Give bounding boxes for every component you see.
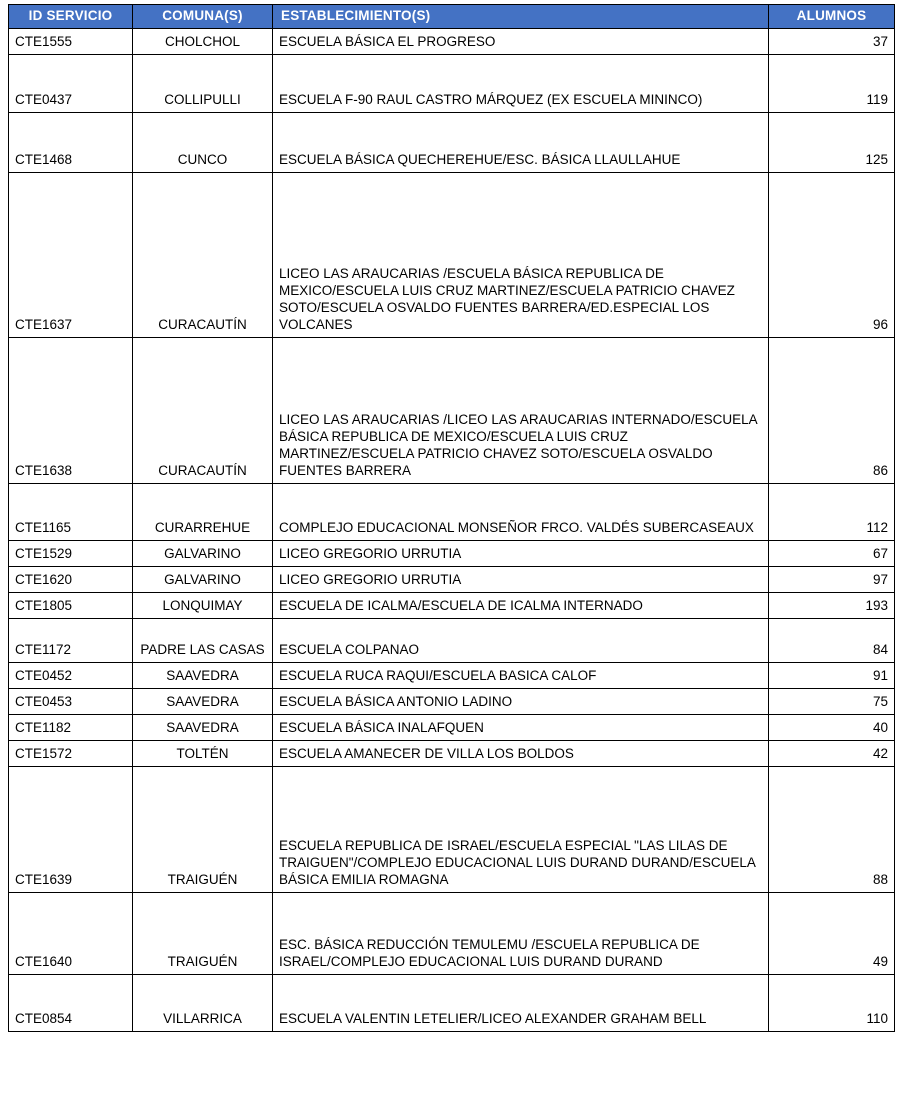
cell-alumnos: 97 [769,566,895,592]
table-row [9,766,895,892]
table-row [9,714,895,740]
cell-id-servicio: CTE1468 [9,112,133,172]
cell-alumnos: 125 [769,112,895,172]
table-row [9,28,895,54]
cell-alumnos: 84 [769,618,895,662]
cell-establecimiento: LICEO LAS ARAUCARIAS /LICEO LAS ARAUCARIAS INTERNADO/ESCUELA BÁSICA REPUBLICA DE MEXICO/ESCUELA LUIS CRUZ MARTINEZ/ESCUELA PATRICIO CHAVEZ SOTO/ESCUELA OSVALDO FUENTES BARRERA [273,337,769,483]
table-row [9,740,895,766]
cell-establecimiento: ESC. BÁSICA REDUCCIÓN TEMULEMU /ESCUELA REPUBLICA DE ISRAEL/COMPLEJO EDUCACIONAL LUIS DURAND DURAND [273,892,769,974]
cell-establecimiento: ESCUELA RUCA RAQUI/ESCUELA BASICA CALOF [273,662,769,688]
table-row [9,483,895,540]
table-row [9,540,895,566]
cell-id-servicio: CTE1805 [9,592,133,618]
cell-alumnos: 37 [769,28,895,54]
cell-alumnos: 110 [769,974,895,1031]
cell-establecimiento: ESCUELA COLPANAO [273,618,769,662]
cell-id-servicio: CTE1165 [9,483,133,540]
cell-id-servicio: CTE1572 [9,740,133,766]
cell-alumnos: 86 [769,337,895,483]
cell-establecimiento: COMPLEJO EDUCACIONAL MONSEÑOR FRCO. VALDÉS SUBERCASEAUX [273,483,769,540]
cell-id-servicio: CTE1620 [9,566,133,592]
cell-establecimiento: ESCUELA BÁSICA EL PROGRESO [273,28,769,54]
table-row [9,172,895,337]
cell-alumnos: 75 [769,688,895,714]
table-row [9,974,895,1031]
cell-comuna: TOLTÉN [133,740,273,766]
cell-establecimiento: LICEO GREGORIO URRUTIA [273,540,769,566]
cell-establecimiento: ESCUELA F-90 RAUL CASTRO MÁRQUEZ (EX ESCUELA MININCO) [273,54,769,112]
cell-alumnos: 119 [769,54,895,112]
cell-id-servicio: CTE1182 [9,714,133,740]
cell-comuna: VILLARRICA [133,974,273,1031]
cell-comuna: CURARREHUE [133,483,273,540]
table-header-row [9,5,895,29]
cell-id-servicio: CTE1555 [9,28,133,54]
services-table [8,4,895,1032]
table-header [9,5,895,29]
table-body [9,28,895,1031]
cell-comuna: GALVARINO [133,540,273,566]
cell-id-servicio: CTE0437 [9,54,133,112]
table-row [9,892,895,974]
table-row [9,592,895,618]
table-row [9,337,895,483]
cell-id-servicio: CTE1637 [9,172,133,337]
cell-establecimiento: ESCUELA BÁSICA INALAFQUEN [273,714,769,740]
cell-alumnos: 67 [769,540,895,566]
cell-comuna: PADRE LAS CASAS [133,618,273,662]
cell-id-servicio: CTE0453 [9,688,133,714]
cell-establecimiento: ESCUELA AMANECER DE VILLA LOS BOLDOS [273,740,769,766]
cell-comuna: LONQUIMAY [133,592,273,618]
cell-comuna: TRAIGUÉN [133,766,273,892]
cell-establecimiento: ESCUELA VALENTIN LETELIER/LICEO ALEXANDER GRAHAM BELL [273,974,769,1031]
cell-comuna: GALVARINO [133,566,273,592]
cell-comuna: CURACAUTÍN [133,172,273,337]
cell-comuna: SAAVEDRA [133,714,273,740]
cell-establecimiento: ESCUELA BÁSICA ANTONIO LADINO [273,688,769,714]
table-row [9,688,895,714]
table-row [9,566,895,592]
cell-id-servicio: CTE1640 [9,892,133,974]
cell-id-servicio: CTE0854 [9,974,133,1031]
cell-id-servicio: CTE1638 [9,337,133,483]
column-header-id-servicio: ID SERVICIO [9,5,133,29]
table-row [9,54,895,112]
column-header-alumnos: ALUMNOS [769,5,895,29]
cell-comuna: SAAVEDRA [133,688,273,714]
cell-establecimiento: LICEO GREGORIO URRUTIA [273,566,769,592]
table-row [9,112,895,172]
cell-establecimiento: ESCUELA REPUBLICA DE ISRAEL/ESCUELA ESPECIAL "LAS LILAS DE TRAIGUEN"/COMPLEJO EDUCACIONAL LUIS DURAND DURAND/ESCUELA BÁSICA EMILIA ROMAGNA [273,766,769,892]
cell-comuna: CUNCO [133,112,273,172]
cell-alumnos: 88 [769,766,895,892]
cell-establecimiento: ESCUELA DE ICALMA/ESCUELA DE ICALMA INTERNADO [273,592,769,618]
cell-id-servicio: CTE0452 [9,662,133,688]
cell-alumnos: 193 [769,592,895,618]
cell-comuna: TRAIGUÉN [133,892,273,974]
column-header-establecimiento: ESTABLECIMIENTO(S) [273,5,769,29]
cell-comuna: COLLIPULLI [133,54,273,112]
cell-alumnos: 96 [769,172,895,337]
cell-alumnos: 91 [769,662,895,688]
cell-id-servicio: CTE1172 [9,618,133,662]
cell-comuna: SAAVEDRA [133,662,273,688]
cell-id-servicio: CTE1639 [9,766,133,892]
column-header-comuna: COMUNA(S) [133,5,273,29]
table-row [9,662,895,688]
cell-alumnos: 40 [769,714,895,740]
cell-establecimiento: ESCUELA BÁSICA QUECHEREHUE/ESC. BÁSICA LLAULLAHUE [273,112,769,172]
cell-alumnos: 42 [769,740,895,766]
cell-comuna: CHOLCHOL [133,28,273,54]
cell-alumnos: 112 [769,483,895,540]
cell-alumnos: 49 [769,892,895,974]
cell-establecimiento: LICEO LAS ARAUCARIAS /ESCUELA BÁSICA REPUBLICA DE MEXICO/ESCUELA LUIS CRUZ MARTINEZ/ESCUELA PATRICIO CHAVEZ SOTO/ESCUELA OSVALDO FUENTES BARRERA/ED.ESPECIAL LOS VOLCANES [273,172,769,337]
cell-id-servicio: CTE1529 [9,540,133,566]
table-row [9,618,895,662]
cell-comuna: CURACAUTÍN [133,337,273,483]
